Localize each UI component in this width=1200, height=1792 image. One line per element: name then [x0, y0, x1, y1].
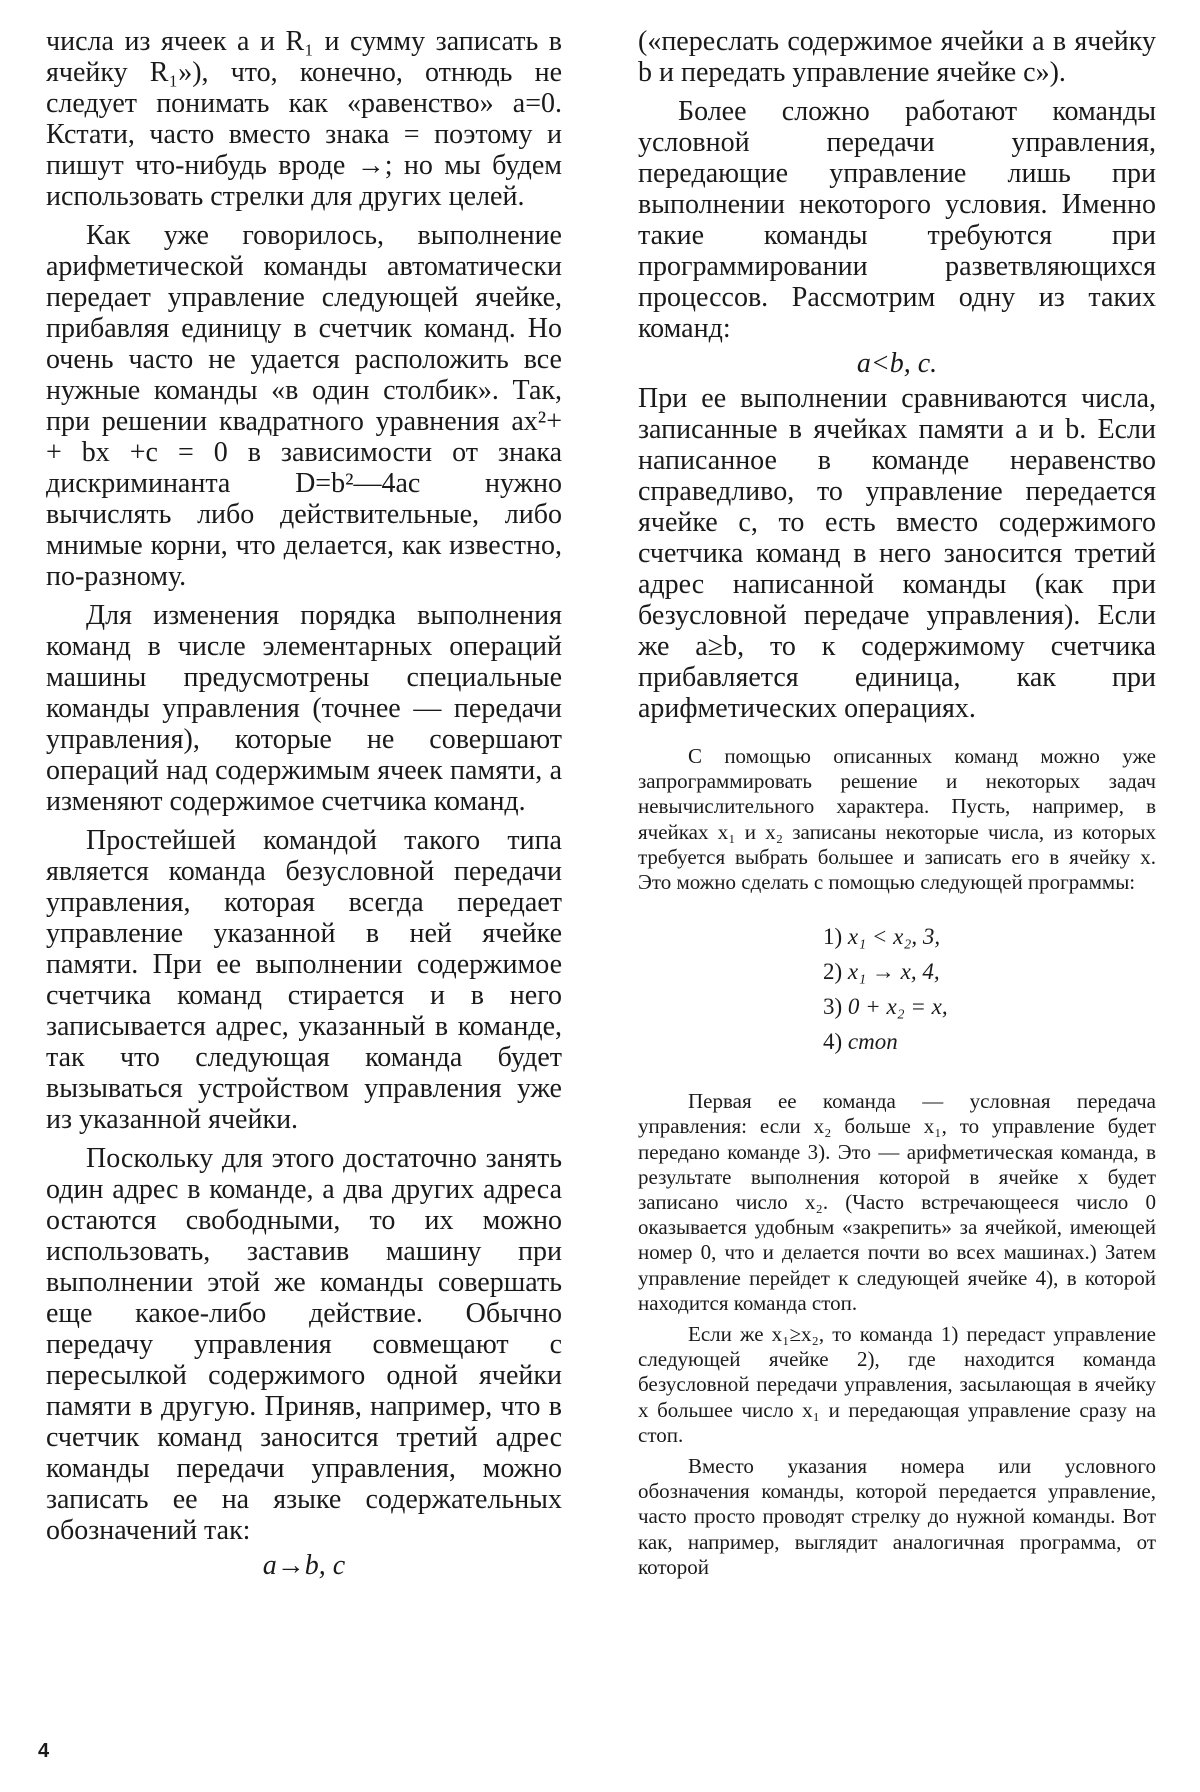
right-paragraph-2: Более сложно работают команды условной передачи управления, передающие управление лишь при выполнении некоторого условия. Именно такие команды требуются при программировании разветвляющихся процессов. Рассмотрим одну из таких команд:: [638, 96, 1156, 344]
left-formula: a→b, c: [262, 1550, 346, 1581]
program-line-1-expr: x₁ < x₂, 3,: [847, 924, 941, 950]
program-line-1-number: 1): [823, 924, 843, 950]
left-paragraph-4: Простейшей командой такого типа является команда безусловной передачи управления, которая всегда передает управление указанной в ней ячейке памяти. При ее выполнении содержимое счетчика команд стирается и в него записывается адрес, указанный в команде, так что следующая команда будет вызываться устройством управления уже из указанной ячейки.: [46, 825, 562, 1135]
program-line-4: [823, 1024, 1156, 1059]
program-line-4-expr: стоп: [847, 1029, 898, 1055]
program-line-3-expr: 0 + x₂ = x,: [847, 994, 948, 1020]
page-number: 4: [38, 1740, 50, 1762]
small-paragraph-2: Первая ее команда — условная передача управления: если x₂ больше x₁, то управление будет передано команде 3). Это — арифметическая команда, в результате выполнения которой в ячейке x будет записано число x₂. (Часто встречающееся число 0 оказывается удобным «закрепить» за ячейкой, имеющей номер 0, что и делается почти во всех машинах.) Затем управление перейдет к следующей ячейке 4), в которой находится команда стоп.: [638, 1089, 1156, 1315]
right-paragraph-3: При ее выполнении сравниваются числа, записанные в ячейках памяти a и b. Если написанное в команде неравенство справедливо, то управление передается ячейке c, то есть вместо содержимого счетчика команд в него заносится третий адрес написанной команды (как при безусловной передаче управления). Если же a≥b, то к содержимому счетчика прибавляется единица, как при арифметических операциях.: [638, 383, 1156, 724]
small-paragraph-1: С помощью описанных команд можно уже запрограммировать решение и некоторых задач невычислительного характера. Пусть, например, в ячейках x₁ и x₂ записаны некоторые числа, из которых требуется выбрать большее и записать его в ячейку x. Это можно сделать с помощью следующей программы:: [638, 744, 1156, 895]
left-paragraph-2: Как уже говорилось, выполнение арифметической команды автоматически передает управление следующей ячейке, прибавляя единицу в счетчик команд. Но очень часто не удается расположить все нужные команды «в один столбик». Так, при решении квадратного уравнения ax²+ + bx +c = 0 в зависимости от знака дискриминанта D=b²—4ac нужно вычислять либо действительные, либо мнимые корни, что делается, как известно, по-разному.: [46, 220, 562, 592]
program-listing: [823, 919, 1156, 1059]
left-paragraph-1: числа из ячеек a и R₁ и сумму записать в ячейку R₁»), что, конечно, отнюдь не следует понимать как «равенство» a=0. Кстати, часто вместо знака = поэтому и пишут что-нибудь вроде →; но мы будем использовать стрелки для других целей.: [46, 26, 562, 212]
program-line-2-number: 2): [823, 959, 843, 985]
program-line-2-expr: x₁ → x, 4,: [847, 959, 940, 985]
program-line-3-number: 3): [823, 994, 843, 1020]
program-line-3: [823, 989, 1156, 1024]
program-line-4-number: 4): [823, 1029, 843, 1055]
right-column: [638, 26, 1156, 1580]
left-paragraph-3: Для изменения порядка выполнения команд в числе элементарных операций машины предусмотрены специальные команды управления (точнее — передачи управления), которые не совершают операций над содержимым ячеек памяти, а изменяют содержимое счетчика команд.: [46, 600, 562, 817]
left-column: [46, 26, 562, 1585]
small-paragraph-4: Вместо указания номера или условного обозначения команды, которой передается управление, часто просто проводят стрелку до нужной команды. Вот как, например, выглядит аналогичная программа, от которой: [638, 1454, 1156, 1579]
program-line-1: [823, 919, 1156, 954]
right-formula: a<b, c.: [856, 348, 938, 379]
left-paragraph-5: Поскольку для этого достаточно занять один адрес в команде, а два других адреса остаются свободными, то их можно использовать, заставив машину при выполнении этой же команды совершать еще какое-либо действие. Обычно передачу управления совмещают с пересылкой содержимого одной ячейки памяти в другую. Приняв, например, что в счетчик команд заносится третий адрес команды передачи управления, можно записать ее на языке содержательных обозначений так:: [46, 1143, 562, 1546]
right-paragraph-1: («переслать содержимое ячейки a в ячейку b и передать управление ячейке c»).: [638, 26, 1156, 88]
program-line-2: [823, 954, 1156, 989]
small-paragraph-3: Если же x₁≥x₂, то команда 1) передаст управление следующей ячейке 2), где находится команда безусловной передачи управления, засылающая в ячейку x большее число x₁ и передающая управление сразу на стоп.: [638, 1322, 1156, 1447]
